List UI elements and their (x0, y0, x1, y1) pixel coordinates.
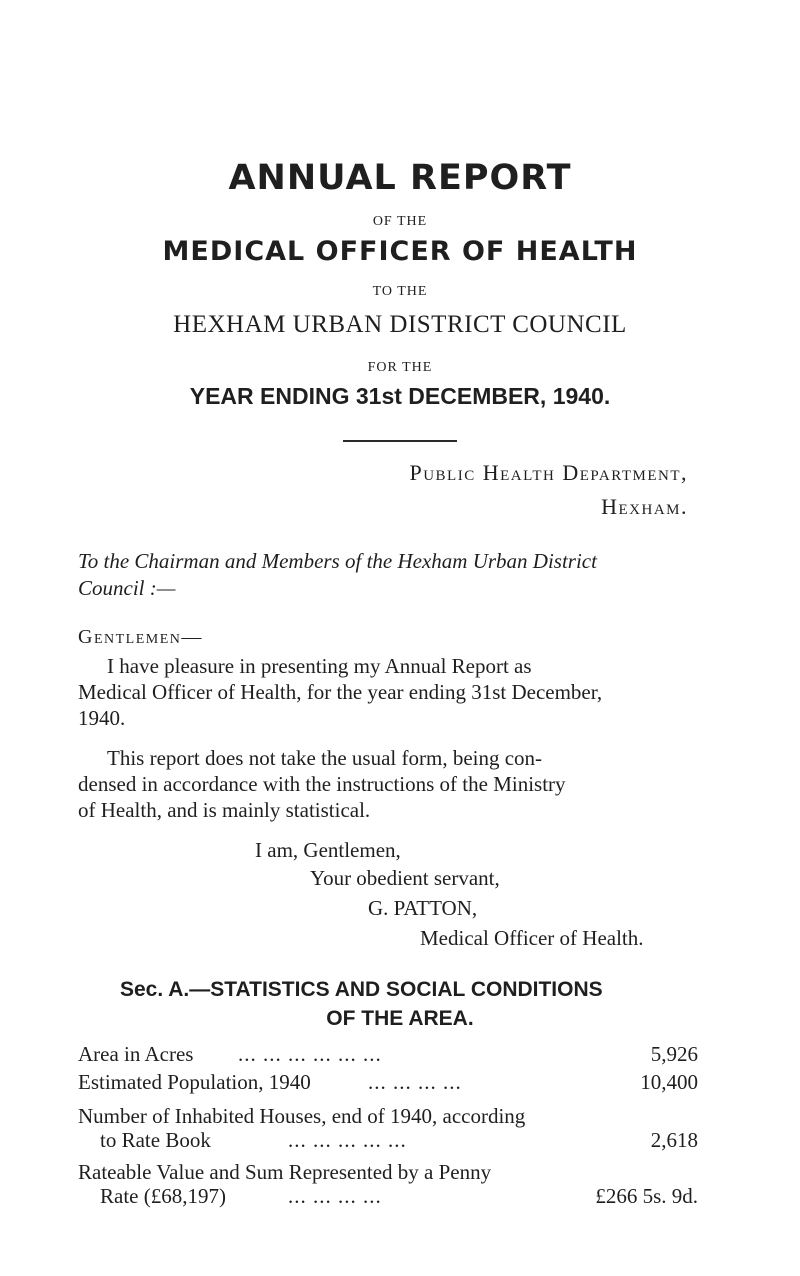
of-the-text: OF THE (372, 214, 428, 229)
address-line-1: Public Health Department, (409, 460, 688, 485)
stat-rateable-leader: ... ... ... ... (288, 1184, 382, 1208)
paragraph-1-line-3: 1940. (78, 706, 126, 730)
salutation-line-1: To the Chairman and Members of the Hexham Urban District (78, 549, 597, 573)
report-title: ANNUAL REPORT (228, 158, 572, 198)
paragraph-2-line-3: of Health, and is mainly statistical. (78, 798, 371, 822)
stat-houses-leader: ... ... ... ... ... (288, 1128, 407, 1152)
stat-population-label: Estimated Population, 1940 (78, 1070, 311, 1094)
paragraph-2-line-2: densed in accordance with the instructions of the Ministry (78, 772, 566, 796)
salutation-line-2: Council :— (78, 576, 176, 600)
paragraph-1-line-1: I have pleasure in presenting my Annual Report as (107, 654, 532, 678)
stat-row-houses-line-2 (78, 1128, 698, 1156)
paragraph-2-line-1: This report does not take the usual form, being con- (107, 746, 543, 770)
stat-row-rateable-line-2 (78, 1184, 698, 1212)
stat-area-value: 5,926 (650, 1042, 698, 1066)
for-the-text: FOR THE (367, 360, 433, 375)
signatory-name: G. PATTON, (368, 896, 478, 920)
stat-area-label: Area in Acres (78, 1042, 194, 1066)
report-subtitle: MEDICAL OFFICER OF HEALTH (162, 236, 638, 267)
stat-area-leader: ... ... ... ... ... ... (238, 1042, 382, 1066)
address-line-2: Hexham. (601, 494, 688, 519)
signatory-title: Medical Officer of Health. (420, 926, 644, 950)
gentlemen-greeting: Gentlemen— (78, 626, 203, 648)
stat-population-value: 10,400 (640, 1070, 698, 1094)
stat-row-area (78, 1042, 698, 1070)
stat-rateable-label-2: Rate (£68,197) (100, 1184, 226, 1208)
council-name: HEXHAM URBAN DISTRICT COUNCIL (173, 311, 627, 338)
divider-rule (343, 440, 457, 442)
year-ending-line: YEAR ENDING 31st DECEMBER, 1940. (189, 383, 611, 409)
stat-rateable-label-1: Rateable Value and Sum Represented by a Penny (78, 1160, 492, 1184)
to-the-text: TO THE (372, 284, 428, 299)
stat-houses-label-2: to Rate Book (100, 1128, 211, 1152)
stat-houses-value: 2,618 (650, 1128, 698, 1152)
stat-rateable-value: £266 5s. 9d. (595, 1184, 698, 1208)
section-heading-line-1: Sec. A.—STATISTICS AND SOCIAL CONDITIONS (120, 978, 603, 1001)
closing-line-1: I am, Gentlemen, (255, 838, 401, 862)
stat-row-population (78, 1070, 698, 1098)
stat-population-leader: ... ... ... ... (368, 1070, 462, 1094)
section-heading-line-2: OF THE AREA. (326, 1007, 474, 1030)
stat-houses-label-1: Number of Inhabited Houses, end of 1940, according (78, 1104, 526, 1128)
paragraph-1-line-2: Medical Officer of Health, for the year ending 31st December, (78, 680, 603, 704)
closing-line-2: Your obedient servant, (310, 866, 500, 890)
